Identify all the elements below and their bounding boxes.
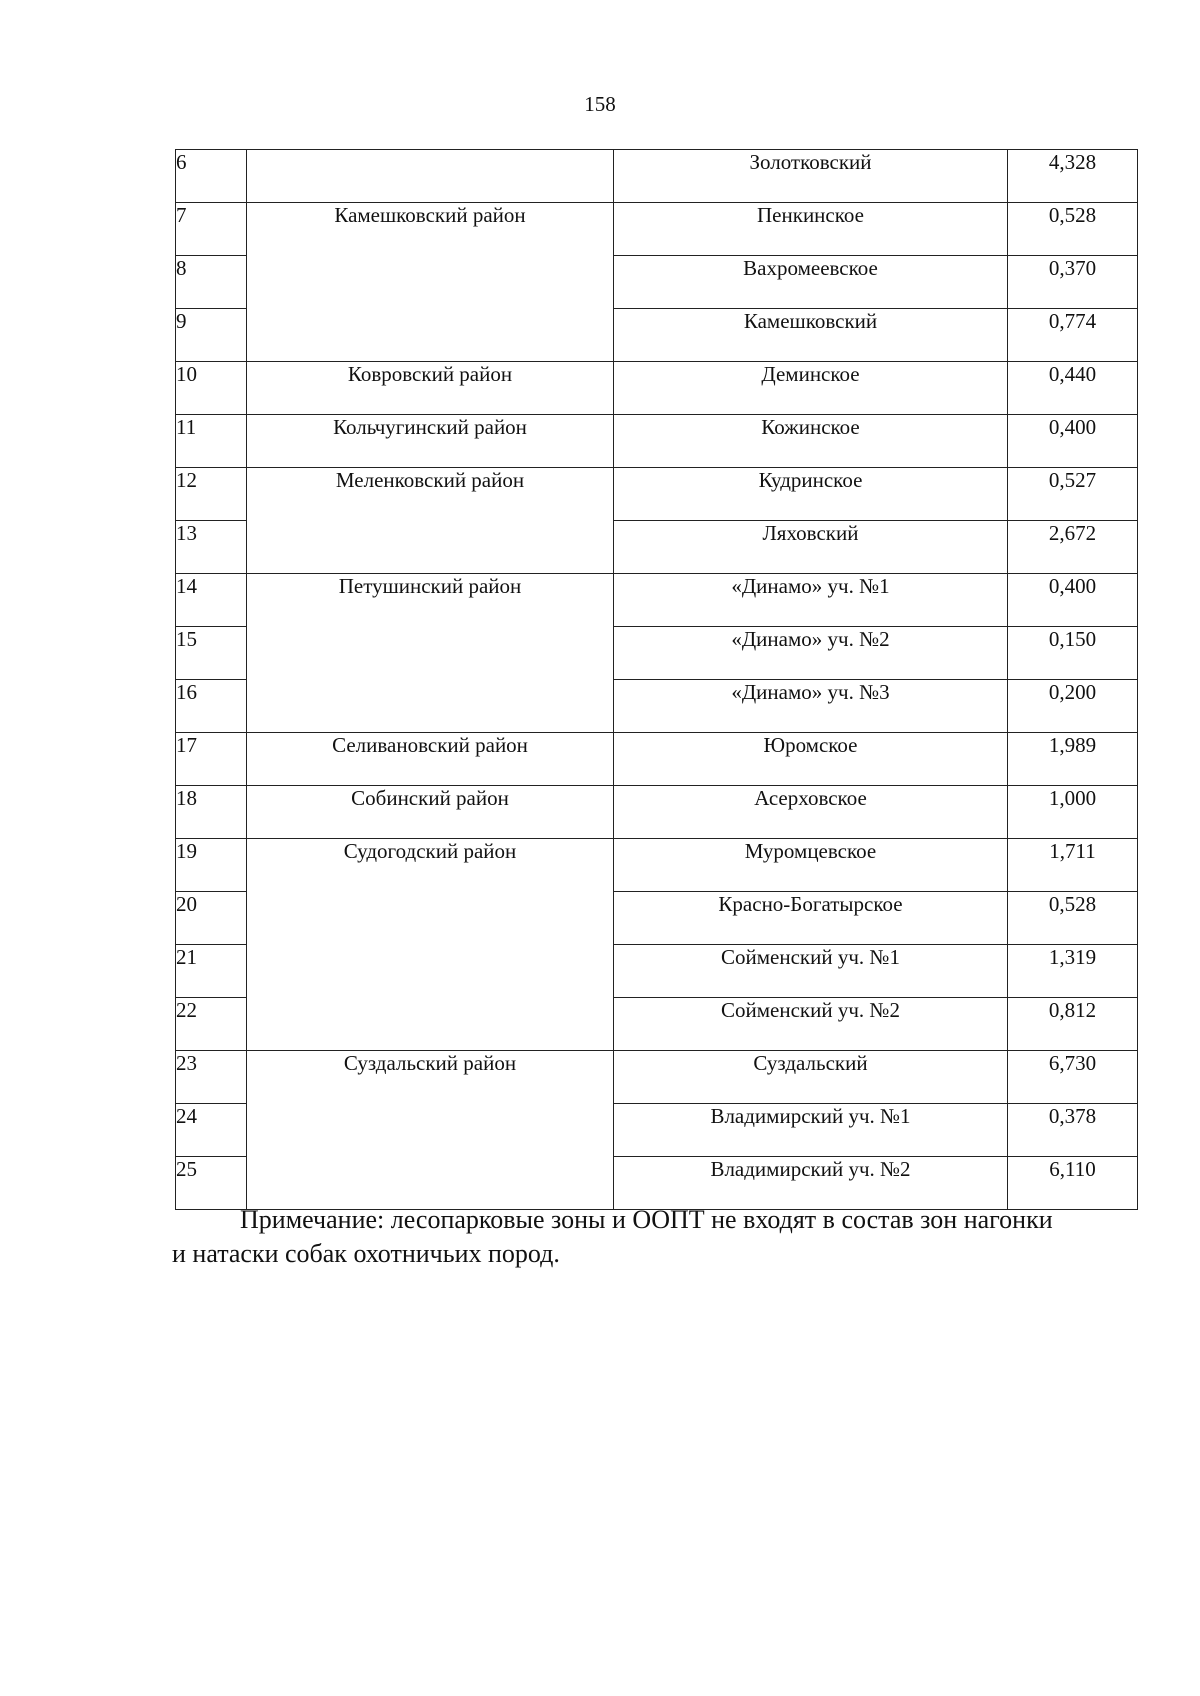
district-cell: Суздальский район (247, 1051, 614, 1210)
row-number-cell: 14 (176, 574, 247, 627)
row-number-cell: 24 (176, 1104, 247, 1157)
table-row (176, 150, 1138, 203)
area-cell: 0,370 (1008, 256, 1138, 309)
table-row (176, 415, 1138, 468)
area-cell: 0,150 (1008, 627, 1138, 680)
row-number-cell: 7 (176, 203, 247, 256)
site-cell: Владимирский уч. №1 (614, 1104, 1008, 1157)
note-line-2: и натаски собак охотничьих пород. (172, 1239, 560, 1268)
row-number-cell: 11 (176, 415, 247, 468)
row-number-cell: 9 (176, 309, 247, 362)
row-number-cell: 15 (176, 627, 247, 680)
zones-table (175, 149, 1138, 1210)
site-cell: Юромское (614, 733, 1008, 786)
district-cell: Судогодский район (247, 839, 614, 1051)
table-row (176, 786, 1138, 839)
site-cell: Кожинское (614, 415, 1008, 468)
area-cell: 1,711 (1008, 839, 1138, 892)
site-cell: «Динамо» уч. №2 (614, 627, 1008, 680)
site-cell: «Динамо» уч. №3 (614, 680, 1008, 733)
site-cell: Асерховское (614, 786, 1008, 839)
area-cell: 0,400 (1008, 574, 1138, 627)
area-cell: 0,378 (1008, 1104, 1138, 1157)
row-number-cell: 20 (176, 892, 247, 945)
area-cell: 0,200 (1008, 680, 1138, 733)
site-cell: «Динамо» уч. №1 (614, 574, 1008, 627)
site-cell: Суздальский (614, 1051, 1008, 1104)
area-cell: 0,774 (1008, 309, 1138, 362)
zones-table-body (176, 150, 1138, 1210)
district-cell: Кольчугинский район (247, 415, 614, 468)
area-cell: 4,328 (1008, 150, 1138, 203)
row-number-cell: 13 (176, 521, 247, 574)
site-cell: Красно-Богатырское (614, 892, 1008, 945)
area-cell: 0,400 (1008, 415, 1138, 468)
row-number-cell: 23 (176, 1051, 247, 1104)
table-row (176, 362, 1138, 415)
note-line-1: Примечание: лесопарковые зоны и ООПТ не входят в состав зон нагонки (240, 1205, 1053, 1234)
site-cell: Сойменский уч. №2 (614, 998, 1008, 1051)
site-cell: Деминское (614, 362, 1008, 415)
area-cell: 6,730 (1008, 1051, 1138, 1104)
table-note (172, 1203, 1142, 1271)
row-number-cell: 6 (176, 150, 247, 203)
table-row (176, 839, 1138, 892)
district-cell: Петушинский район (247, 574, 614, 733)
site-cell: Муромцевское (614, 839, 1008, 892)
district-cell: Селивановский район (247, 733, 614, 786)
area-cell: 0,440 (1008, 362, 1138, 415)
site-cell: Золотковский (614, 150, 1008, 203)
area-cell: 6,110 (1008, 1157, 1138, 1210)
site-cell: Сойменский уч. №1 (614, 945, 1008, 998)
row-number-cell: 25 (176, 1157, 247, 1210)
row-number-cell: 17 (176, 733, 247, 786)
table-row (176, 203, 1138, 256)
table-row (176, 733, 1138, 786)
area-cell: 2,672 (1008, 521, 1138, 574)
area-cell: 1,319 (1008, 945, 1138, 998)
row-number-cell: 16 (176, 680, 247, 733)
row-number-cell: 8 (176, 256, 247, 309)
site-cell: Кудринское (614, 468, 1008, 521)
page-number: 158 (584, 92, 616, 116)
row-number-cell: 21 (176, 945, 247, 998)
row-number-cell: 22 (176, 998, 247, 1051)
site-cell: Камешковский (614, 309, 1008, 362)
area-cell: 1,000 (1008, 786, 1138, 839)
district-cell (247, 150, 614, 203)
district-cell: Камешковский район (247, 203, 614, 362)
row-number-cell: 18 (176, 786, 247, 839)
district-cell: Собинский район (247, 786, 614, 839)
site-cell: Вахромеевское (614, 256, 1008, 309)
site-cell: Владимирский уч. №2 (614, 1157, 1008, 1210)
area-cell: 0,528 (1008, 892, 1138, 945)
row-number-cell: 12 (176, 468, 247, 521)
table-row (176, 574, 1138, 627)
table-row (176, 468, 1138, 521)
area-cell: 0,527 (1008, 468, 1138, 521)
site-cell: Пенкинское (614, 203, 1008, 256)
area-cell: 0,528 (1008, 203, 1138, 256)
area-cell: 0,812 (1008, 998, 1138, 1051)
district-cell: Меленковский район (247, 468, 614, 574)
district-cell: Ковровский район (247, 362, 614, 415)
area-cell: 1,989 (1008, 733, 1138, 786)
row-number-cell: 10 (176, 362, 247, 415)
table-row (176, 1051, 1138, 1104)
site-cell: Ляховский (614, 521, 1008, 574)
row-number-cell: 19 (176, 839, 247, 892)
